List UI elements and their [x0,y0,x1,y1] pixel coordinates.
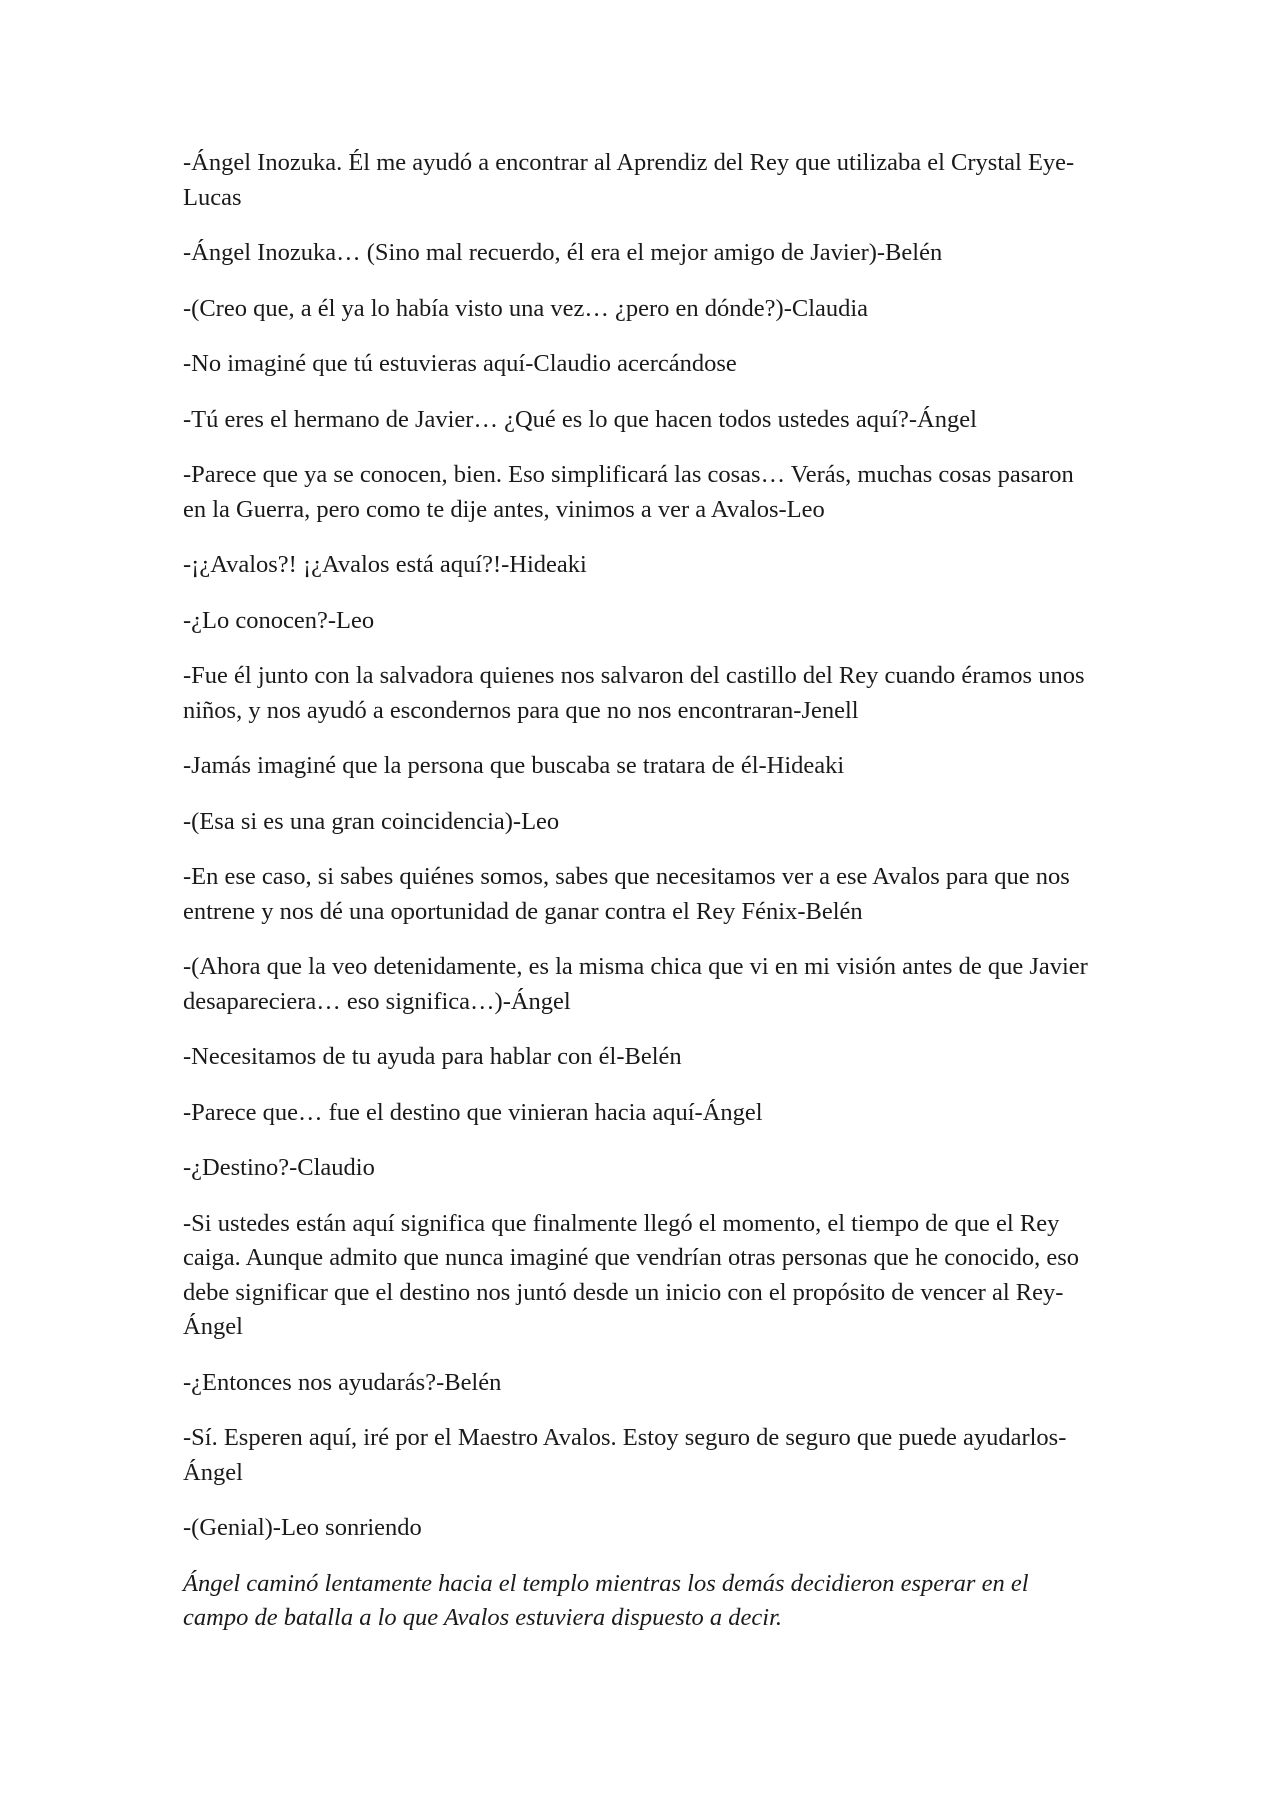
dialogue-line: -Parece que ya se conocen, bien. Eso simplificará las cosas… Verás, muchas cosas pasaron en la Guerra, pero como te dije antes, vinimos a ver a Avalos-Leo [183,461,1074,523]
dialogue-line: -(Creo que, a él ya lo había visto una vez… ¿pero en dónde?)-Claudia [183,294,869,322]
dialogue-line: -(Esa si es una gran coincidencia)-Leo [183,807,560,835]
dialogue-line: -Ángel Inozuka… (Sino mal recuerdo, él era el mejor amigo de Javier)-Belén [183,239,943,266]
dialogue-line: -En ese caso, si sabes quiénes somos, sabes que necesitamos ver a ese Avalos para que nos entrene y nos dé una oportunidad de ganar contra el Rey Fénix-Belén [183,863,1070,925]
dialogue-line: -¡¿Avalos?! ¡¿Avalos está aquí?!-Hideaki [183,551,587,578]
dialogue-line: -(Ahora que la veo detenidamente, es la misma chica que vi en mi visión antes de que Javier desapareciera… eso significa…)-Ángel [183,953,1088,1015]
dialogue-line: -Parece que… fue el destino que vinieran hacia aquí-Ángel [183,1098,763,1126]
dialogue-line: -¿Lo conocen?-Leo [183,606,375,634]
dialogue-line: -Tú eres el hermano de Javier… ¿Qué es lo que hacen todos ustedes aquí?-Ángel [183,405,977,433]
dialogue-line: -Necesitamos de tu ayuda para hablar con él-Belén [183,1043,682,1070]
dialogue-line: -Si ustedes están aquí significa que finalmente llegó el momento, el tiempo de que el Rey caiga. Aunque admito que nunca imaginé que vendrían otras personas que he conocido, eso debe significar que el destino nos juntó desde un inicio con el propósito de vencer al Rey-Ángel [183,1209,1080,1340]
narration-paragraph: Ángel caminó lentamente hacia el templo mientras los demás decidieron esperar en el campo de batalla a lo que Avalos estuviera dispuesto a decir. [183,1569,1029,1631]
dialogue-line: -Sí. Esperen aquí, iré por el Maestro Avalos. Estoy seguro de seguro que puede ayudarlos-Ángel [183,1424,1067,1486]
dialogue-line: -Ángel Inozuka. Él me ayudó a encontrar al Aprendiz del Rey que utilizaba el Crystal Eye-Lucas [183,149,1075,211]
document-body [183,146,1088,1657]
dialogue-line: -¿Entonces nos ayudarás?-Belén [183,1368,502,1396]
dialogue-line: -¿Destino?-Claudio [183,1154,375,1181]
dialogue-line: -No imaginé que tú estuvieras aquí-Claudio acercándose [183,350,737,377]
dialogue-line: -Fue él junto con la salvadora quienes nos salvaron del castillo del Rey cuando éramos unos niños, y nos ayudó a escondernos para que no nos encontraran-Jenell [183,662,1085,724]
dialogue-line: -(Genial)-Leo sonriendo [183,1514,422,1541]
dialogue-line: -Jamás imaginé que la persona que buscaba se tratara de él-Hideaki [183,752,845,779]
